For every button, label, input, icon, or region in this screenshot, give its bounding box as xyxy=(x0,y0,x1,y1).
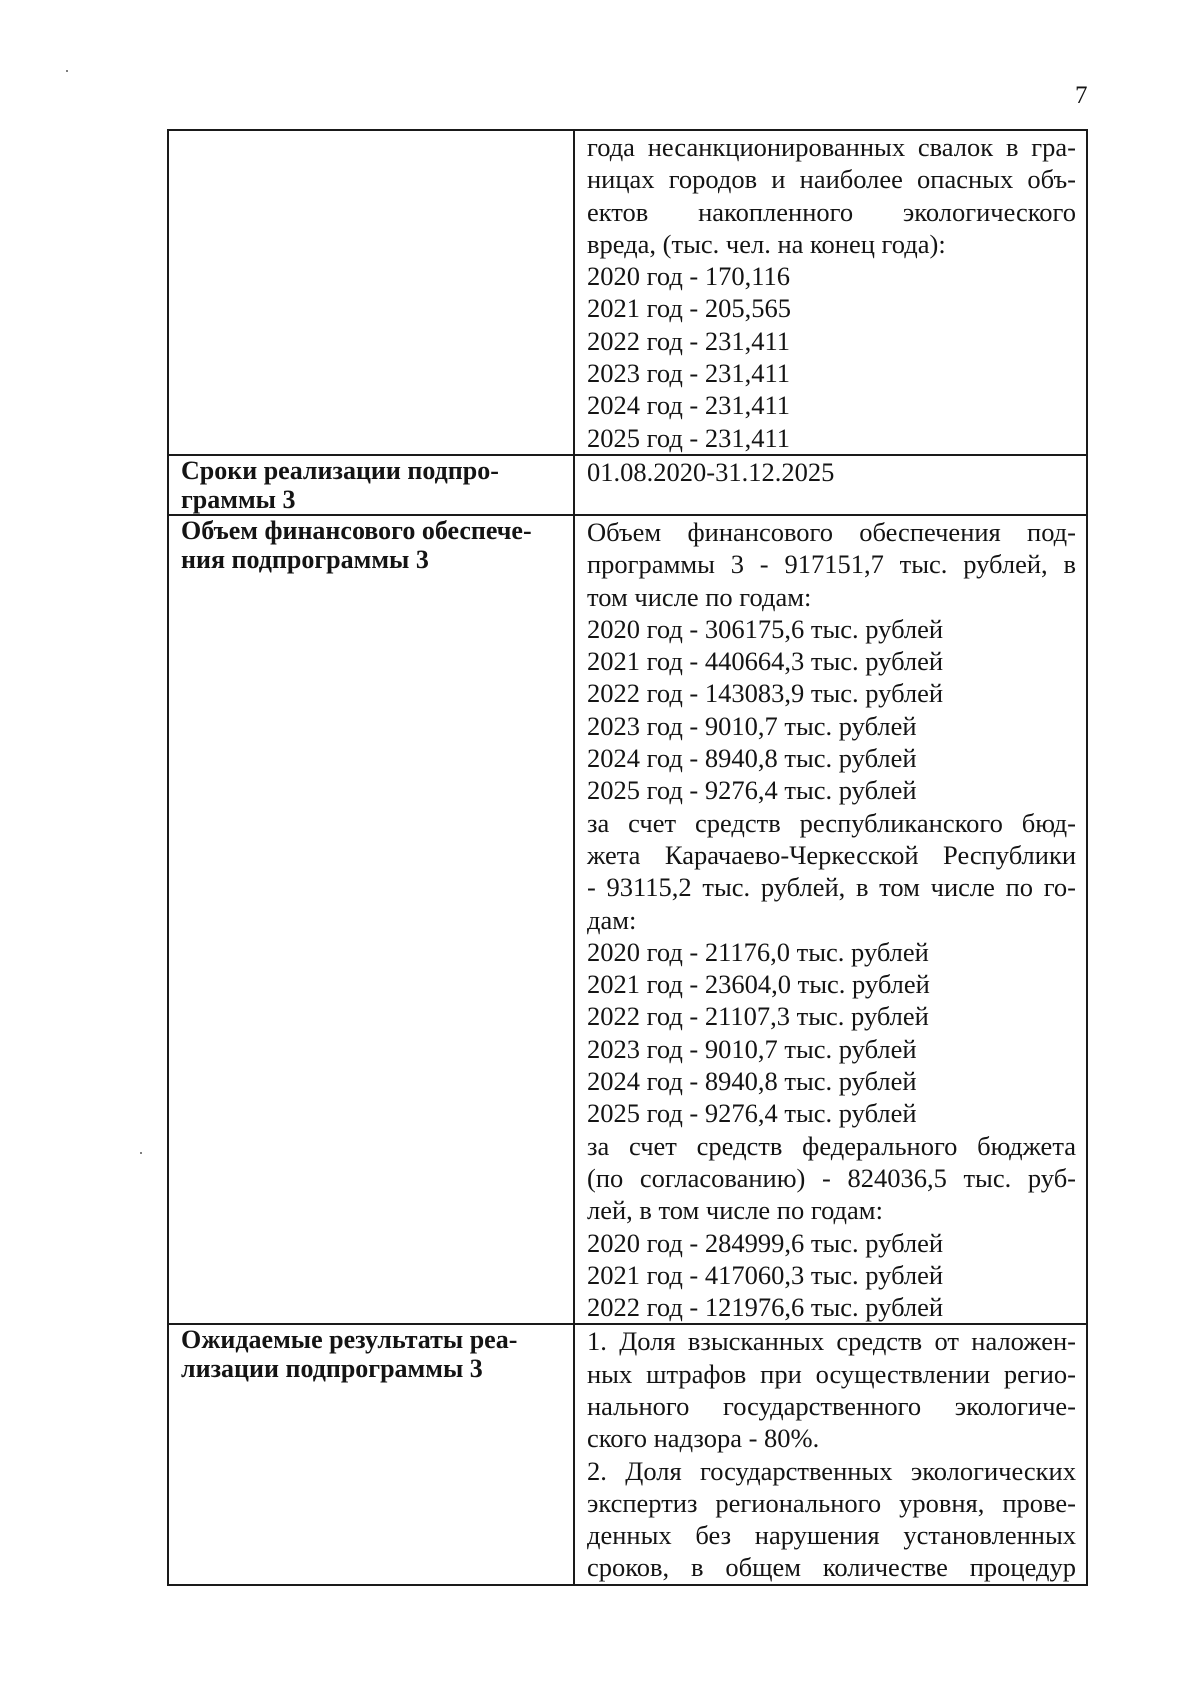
content-line: 01.08.2020-31.12.2025 xyxy=(587,456,835,487)
scan-speck xyxy=(140,1152,142,1154)
content-line: 2025 год - 231,411 xyxy=(587,422,791,453)
row-label-cell xyxy=(168,130,574,455)
content-line: ского надзора - 80%. xyxy=(587,1423,820,1454)
content-line: 1. Доля взысканных средств от наложен- xyxy=(587,1326,1076,1357)
row-content-cell xyxy=(574,130,1087,455)
content-line: ектов накопленного экологического xyxy=(587,196,1076,227)
content-line: 2022 год - 21107,3 тыс. рублей xyxy=(587,1001,929,1032)
table-row xyxy=(168,130,1087,455)
content-line: 2022 год - 121976,6 тыс. рублей xyxy=(587,1292,944,1323)
content-line: программы 3 - 917151,7 тыс. рублей, в xyxy=(587,549,1076,580)
content-line: 2022 год - 143083,9 тыс. рублей xyxy=(587,678,944,709)
label-line: Ожидаемые результаты реа- xyxy=(181,1325,518,1355)
content-line: лей, в том числе по годам: xyxy=(587,1195,883,1226)
row-label-cell xyxy=(168,455,574,515)
content-line: жета Карачаево-Черкесской Республики xyxy=(587,839,1076,870)
content-line: сроков, в общем количестве процедур xyxy=(587,1552,1076,1583)
content-line: 2021 год - 23604,0 тыс. рублей xyxy=(587,969,930,1000)
program-passport-table xyxy=(167,129,1088,1586)
content-line: нального государственного экологиче- xyxy=(587,1390,1076,1421)
scan-speck xyxy=(66,70,68,72)
content-line: 2021 год - 417060,3 тыс. рублей xyxy=(587,1259,944,1290)
content-line: за счет средств федерального бюджета xyxy=(587,1130,1076,1161)
label-line: лизации подпрограммы 3 xyxy=(181,1354,483,1384)
content-line: 2023 год - 231,411 xyxy=(587,358,791,389)
content-line: (по согласованию) - 824036,5 тыс. руб- xyxy=(587,1162,1076,1193)
content-line: за счет средств республиканского бюд- xyxy=(587,807,1076,838)
content-line: 2024 год - 8940,8 тыс. рублей xyxy=(587,1066,917,1097)
content-line: вреда, (тыс. чел. на конец года): xyxy=(587,228,946,259)
content-line: 2023 год - 9010,7 тыс. рублей xyxy=(587,1033,917,1064)
row-content-cell xyxy=(574,1324,1087,1584)
content-line: 2020 год - 170,116 xyxy=(587,261,791,292)
content-line: экспертиз регионального уровня, прове- xyxy=(587,1487,1076,1518)
content-line: 2022 год - 231,411 xyxy=(587,325,791,356)
content-line: дам: xyxy=(587,904,637,935)
content-line: ницах городов и наиболее опасных объ- xyxy=(587,164,1076,195)
content-line: 2020 год - 306175,6 тыс. рублей xyxy=(587,613,944,644)
content-line: 2. Доля государственных экологических xyxy=(587,1455,1076,1486)
label-line: ния подпрограммы 3 xyxy=(181,544,429,574)
content-line: 2020 год - 284999,6 тыс. рублей xyxy=(587,1227,944,1258)
content-line: 2021 год - 205,565 xyxy=(587,293,792,324)
row-label-cell xyxy=(168,515,574,1324)
content-line: том числе по годам: xyxy=(587,581,812,612)
content-line: 2024 год - 231,411 xyxy=(587,390,791,421)
table-row xyxy=(168,1324,1087,1584)
row-content-cell xyxy=(574,455,1087,515)
table-row xyxy=(168,515,1087,1324)
label-line: Объем финансового обеспече- xyxy=(181,515,532,545)
content-line: - 93115,2 тыс. рублей, в том числе по го- xyxy=(587,872,1076,903)
content-line: денных без нарушения установленных xyxy=(587,1520,1076,1551)
content-line: 2020 год - 21176,0 тыс. рублей xyxy=(587,936,929,967)
content-line: года несанкционированных свалок в гра- xyxy=(587,132,1076,162)
label-line: граммы 3 xyxy=(181,484,296,514)
table-row xyxy=(168,455,1087,515)
content-line: ных штрафов при осуществлении регио- xyxy=(587,1358,1076,1389)
row-content-cell xyxy=(574,515,1087,1324)
content-line: 2021 год - 440664,3 тыс. рублей xyxy=(587,646,944,677)
content-line: 2023 год - 9010,7 тыс. рублей xyxy=(587,710,917,741)
content-line: 2025 год - 9276,4 тыс. рублей xyxy=(587,775,917,806)
content-line: 2024 год - 8940,8 тыс. рублей xyxy=(587,743,917,774)
row-label-cell xyxy=(168,1324,574,1584)
content-line: Объем финансового обеспечения под- xyxy=(587,516,1076,547)
label-line: Сроки реализации подпро- xyxy=(181,455,499,485)
content-line: 2025 год - 9276,4 тыс. рублей xyxy=(587,1098,917,1129)
page-number: 7 xyxy=(1075,82,1088,109)
